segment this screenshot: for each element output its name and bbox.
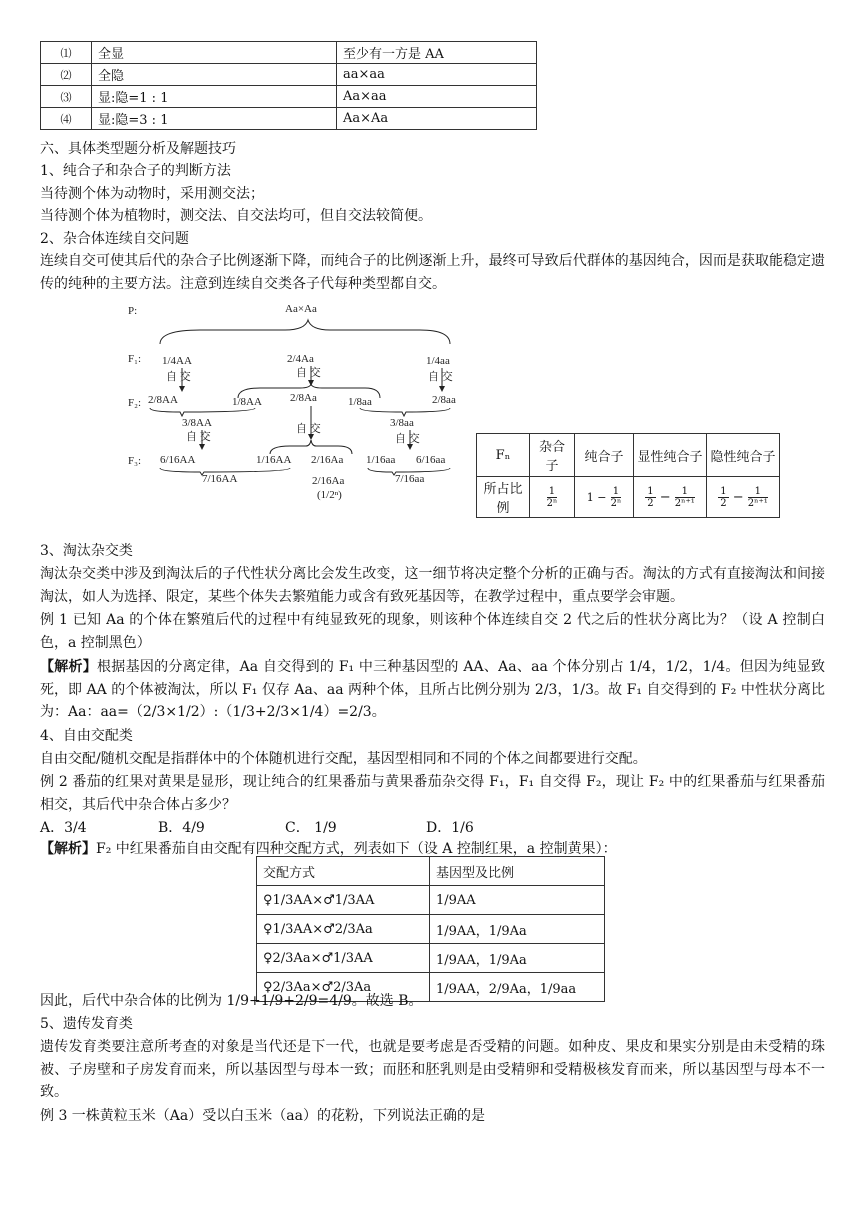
mating-table — [256, 856, 605, 1002]
table-row — [477, 477, 780, 518]
heading-1: 1、纯合子和杂合子的判断方法 — [40, 163, 231, 179]
answer-label: 【解析】 — [40, 659, 98, 675]
answer-text: F₂ 中红果番茄自由交配有四种交配方式，列表如下（设 A 控制红果，a 控制黄果）： — [96, 841, 617, 857]
table-header: 纯合子 — [575, 434, 634, 477]
table-header: 显性纯合子 — [634, 434, 707, 477]
f2-cell: 1/8AA — [232, 396, 262, 408]
table-cell: ♀1/3AA×♂1/3AA — [257, 886, 430, 915]
text-line: 当待测个体为动物时，采用测交法； — [40, 186, 264, 202]
table-header: 杂合子 — [530, 434, 575, 477]
cross-cell: aa×aa — [337, 64, 537, 86]
f2-cell: 1/8aa — [348, 396, 372, 408]
p-cross: Aa×Aa — [285, 303, 317, 315]
example-1: 例 1 已知 Aa 的个体在繁殖后代的过程中有纯显致死的现象，则该种个体连续自交 2 代之后的性状分离比为？（设 A 控制白色，a 控制黑色） — [40, 612, 825, 651]
f2-cell: 3/8AA — [182, 417, 212, 429]
options-row — [40, 817, 820, 839]
f3-cell: 7/16aa — [395, 473, 425, 485]
table-cell: 1/9AA，1/9Aa — [430, 944, 605, 973]
phenotype-cell: 显:隐=1 : 1 — [92, 86, 337, 108]
self-label: 自 交 — [395, 433, 420, 445]
formula-cell: $\frac{1}{2}$ − $\frac{1}{\text{2ⁿ⁺¹}}$ — [707, 477, 780, 518]
paragraph: 连续自交可使其后代的杂合子比例逐渐下降，而纯合子的比例逐渐上升，最终可导致后代群体的基因纯合，因而是获取能稳定遗传的纯种的主要方法。注意到连续自交类各子代每种类型都自交。 — [40, 253, 825, 292]
heading-3: 3、淘汰杂交类 — [40, 543, 133, 559]
f3-cell: 1/16AA — [256, 454, 292, 466]
f3-cell: 6/16aa — [416, 454, 446, 466]
text-line: 当待测个体为植物时，测交法、自交法均可，但自交法较简便。 — [40, 208, 432, 224]
self-label: 自 交 — [186, 431, 211, 443]
table-row — [257, 857, 605, 886]
gen-label-f3: F₃: — [128, 455, 142, 467]
formula-cell: 1 − $\frac{1}{\text{2ⁿ}}$ — [575, 477, 634, 518]
f2-cell: 2/8AA — [148, 394, 178, 406]
phenotype-cell: 全隐 — [92, 64, 337, 86]
gen-label-f1: F₁: — [128, 353, 142, 365]
table-header: 隐性纯合子 — [707, 434, 780, 477]
example-2: 例 2 番茄的红果对黄果是显形，现让纯合的红果番茄与黄果番茄杂交得 F₁，F₁ 自交得 F₂，现让 F₂ 中的红果番茄与红果番茄相交，其后代中杂合体占多少？ — [40, 774, 825, 813]
gen-label-p: P: — [128, 305, 138, 317]
phenotype-cell: 显:隐=3 : 1 — [92, 108, 337, 130]
f3-cell: 7/16AA — [202, 473, 238, 485]
table-header: Fₙ — [477, 434, 530, 477]
table-row — [257, 915, 605, 944]
table-cell: ♀2/3Aa×♂2/3Aa — [257, 973, 430, 1002]
heading-2: 2、杂合体连续自交问题 — [40, 231, 189, 247]
f3-cell: (1/2ⁿ) — [317, 489, 342, 501]
table-header: 交配方式 — [257, 857, 430, 886]
f3-cell: 1/16aa — [366, 454, 396, 466]
row-number: ⑴ — [41, 42, 92, 64]
self-label: 自 交 — [296, 367, 321, 379]
example-3: 例 3 一株黄粒玉米（Aa）受以白玉米（aa）的花粉，下列说法正确的是 — [40, 1108, 485, 1124]
f2-cell: 2/8Aa — [290, 392, 317, 404]
f3-cell: 6/16AA — [160, 454, 196, 466]
f2-cell: 3/8aa — [390, 417, 414, 429]
heading-4: 4、自由交配类 — [40, 728, 133, 744]
ratio-table — [476, 433, 780, 518]
table-cell: 1/9AA — [430, 886, 605, 915]
phenotype-cell: 全显 — [92, 42, 337, 64]
table-header: 基因型及比例 — [430, 857, 605, 886]
gen-label-f2: F₂: — [128, 397, 142, 409]
self-label: 自 交 — [428, 371, 453, 383]
heading-5: 5、遗传发育类 — [40, 1016, 133, 1032]
table-cell: 1/9AA，2/9Aa，1/9aa — [430, 973, 605, 1002]
row-number: ⑷ — [41, 108, 92, 130]
self-cross-diagram — [120, 298, 465, 508]
cross-cell: Aa×aa — [337, 86, 537, 108]
f2-cell: 2/8aa — [432, 394, 456, 406]
table-row — [257, 886, 605, 915]
conclusion: 因此，后代中杂合体的比例为 1/9+1/9+2/9=4/9。故选 B。 — [40, 993, 423, 1009]
answer-text: 根据基因的分离定律，Aa 自交得到的 F₁ 中三种基因型的 AA、Aa、aa 个体分别占 1/4，1/2，1/4。但因为纯显致死，即 AA 的个体被淘汰，所以 F₁ 仅存 Aa、aa 两种个体，且所占比例分别为 2/3，1/3。故 F₁ 自交得到的 F₂ 中性状分离比为：Aa：aa=（2/3×1/2）:（1/3+2/3×1/4）=2/3。 — [40, 659, 825, 720]
f1-AA: 1/4AA — [162, 355, 192, 367]
table-row — [41, 108, 537, 130]
table-row — [41, 64, 537, 86]
option-c: C． 1/9 — [285, 820, 337, 836]
f1-aa: 1/4aa — [426, 355, 450, 367]
paragraph: 淘汰杂交类中涉及到淘汰后的子代性状分离比会发生改变，这一细节将决定整个分析的正确与否。淘汰的方式有直接淘汰和间接淘汰，如人为选择、限定，某些个体失去繁殖能力或含有致死基因等，在教学过程中，重点要学会审题。 — [40, 566, 825, 605]
cross-cell: Aa×Aa — [337, 108, 537, 130]
table-row — [477, 434, 780, 477]
cross-cell: 至少有一方是 AA — [337, 42, 537, 64]
section-title: 六、具体类型题分析及解题技巧 — [40, 141, 236, 157]
row-number: ⑵ — [41, 64, 92, 86]
cross-table — [40, 41, 537, 130]
formula-cell: $\frac{1}{2}$ − $\frac{1}{\text{2ⁿ⁺¹}}$ — [634, 477, 707, 518]
option-b: B．4/9 — [158, 820, 205, 836]
table-cell: ♀2/3Aa×♂1/3AA — [257, 944, 430, 973]
f3-cell: 2/16Aa — [311, 454, 344, 466]
self-label: 自 交 — [166, 371, 191, 383]
table-cell: 1/9AA，1/9Aa — [430, 915, 605, 944]
table-row — [41, 42, 537, 64]
formula-cell: $\frac{1}{\text{2ⁿ}}$ — [530, 477, 575, 518]
f3-cell: 2/16Aa — [312, 475, 345, 487]
table-row-label: 所占比例 — [477, 477, 530, 518]
f1-Aa: 2/4Aa — [287, 353, 314, 365]
option-a: A．3/4 — [40, 820, 87, 836]
row-number: ⑶ — [41, 86, 92, 108]
option-d: D．1/6 — [426, 820, 474, 836]
text-line: 自由交配/随机交配是指群体中的个体随机进行交配，基因型相同和不同的个体之间都要进行交配。 — [40, 751, 647, 767]
answer-label: 【解析】 — [40, 841, 96, 857]
table-row — [257, 944, 605, 973]
paragraph: 遗传发育类要注意所考查的对象是当代还是下一代，也就是要考虑是否受精的问题。如种皮、果皮和果实分别是由未受精的珠被、子房壁和子房发育而来，所以基因型与母本一致；而胚和胚乳则是由受精卵和受精极核发育而来，所以基因型与母本不一致。 — [40, 1039, 825, 1100]
answer-1 — [40, 656, 825, 724]
table-cell: ♀1/3AA×♂2/3Aa — [257, 915, 430, 944]
table-row — [41, 86, 537, 108]
self-label: 自 交 — [296, 423, 321, 435]
